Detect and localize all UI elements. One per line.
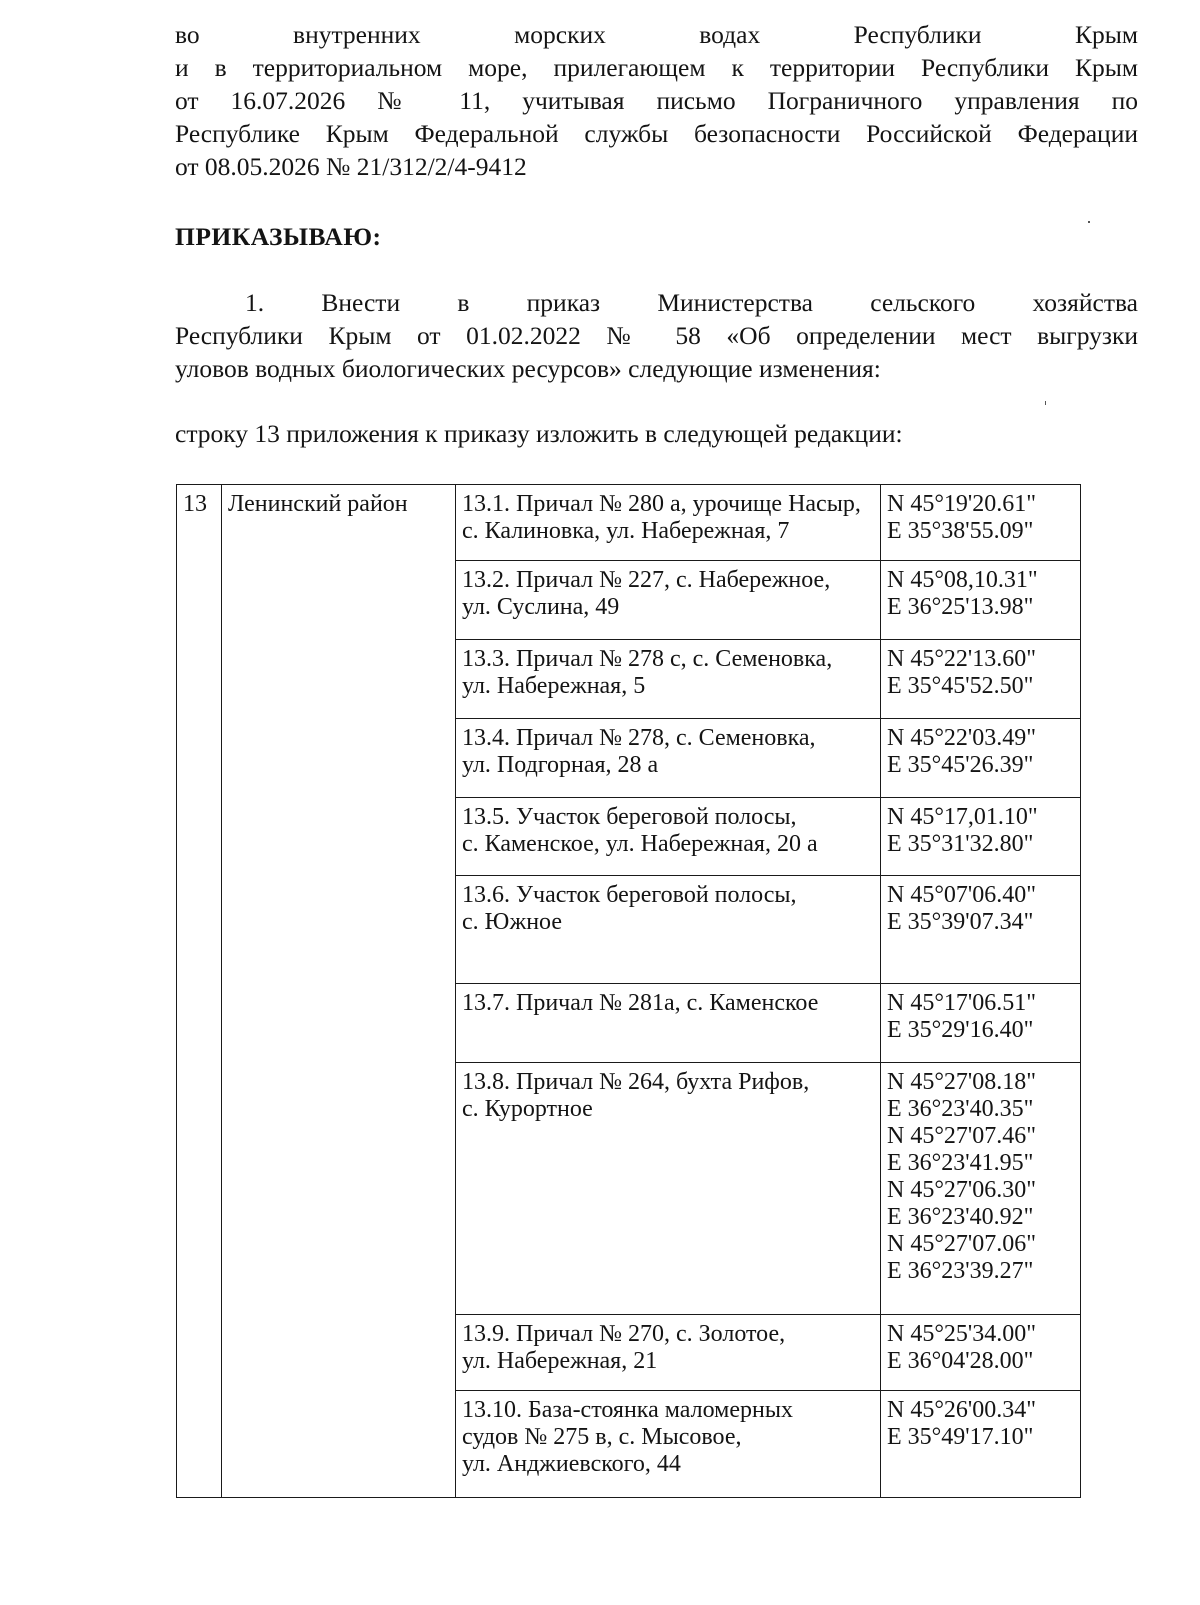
place-line: 13.6. Участок береговой полосы,	[462, 882, 797, 908]
coord-line: E 36°23'40.35"	[887, 1096, 1034, 1122]
place-line: ул. Подгорная, 28 а	[462, 752, 659, 778]
district-cell: Ленинский район	[222, 485, 456, 1498]
place-line: 13.9. Причал № 270, с. Золотое,	[462, 1321, 786, 1347]
row-number-cell: 13	[177, 485, 222, 1498]
order-heading: ПРИКАЗЫВАЮ:	[175, 222, 382, 251]
coord-line: E 35°38'55.09"	[887, 518, 1034, 544]
place-line: с. Курортное	[462, 1096, 593, 1122]
place-cell	[456, 719, 881, 798]
place-cell	[456, 1315, 881, 1391]
coord-line: N 45°27'08.18"	[887, 1069, 1037, 1095]
coords-cell	[881, 485, 1081, 561]
place-line: 13.10. База-стоянка маломерных	[462, 1397, 793, 1423]
place-cell	[456, 798, 881, 876]
place-line: ул. Набережная, 5	[462, 673, 646, 699]
point1-line-2: Республики Крым от 01.02.2022 № 58 «Об определении мест выгрузки	[175, 321, 1138, 350]
coord-line: N 45°08,10.31"	[887, 567, 1038, 593]
coord-line: N 45°27'07.06"	[887, 1231, 1037, 1257]
place-line: 13.4. Причал № 278, с. Семеновка,	[462, 725, 816, 751]
place-cell	[456, 1063, 881, 1315]
place-line: 13.8. Причал № 264, бухта Рифов,	[462, 1069, 810, 1095]
place-cell	[456, 1391, 881, 1498]
place-cell	[456, 561, 881, 640]
coord-line: E 36°23'41.95"	[887, 1150, 1034, 1176]
landing-places-table	[176, 484, 1081, 1498]
place-cell	[456, 640, 881, 719]
place-line: 13.3. Причал № 278 с, с. Семеновка,	[462, 646, 833, 672]
scan-speck	[1045, 401, 1046, 405]
intro-line-3: от 16.07.2026 № 11, учитывая письмо Пограничного управления по	[175, 86, 1138, 115]
coord-line: N 45°22'03.49"	[887, 725, 1037, 751]
place-cell	[456, 485, 881, 561]
coord-line: E 35°39'07.34"	[887, 909, 1034, 935]
coord-line: N 45°26'00.34"	[887, 1397, 1037, 1423]
coords-cell	[881, 1063, 1081, 1315]
coord-line: N 45°27'06.30"	[887, 1177, 1037, 1203]
coord-line: E 35°45'52.50"	[887, 673, 1034, 699]
place-line: с. Каменское, ул. Набережная, 20 а	[462, 831, 818, 857]
coord-line: E 35°45'26.39"	[887, 752, 1034, 778]
coord-line: N 45°07'06.40"	[887, 882, 1037, 908]
coord-line: E 36°23'39.27"	[887, 1258, 1034, 1284]
coord-line: E 36°25'13.98"	[887, 594, 1034, 620]
coords-cell	[881, 876, 1081, 984]
coord-line: E 36°23'40.92"	[887, 1204, 1034, 1230]
coords-cell	[881, 1315, 1081, 1391]
place-line: с. Калиновка, ул. Набережная, 7	[462, 518, 790, 544]
place-line: ул. Анджиевского, 44	[462, 1451, 681, 1477]
place-line: ул. Суслина, 49	[462, 594, 620, 620]
coord-line: E 35°49'17.10"	[887, 1424, 1034, 1450]
coord-line: N 45°17,01.10"	[887, 804, 1038, 830]
coords-cell	[881, 798, 1081, 876]
coords-cell	[881, 719, 1081, 798]
coord-line: E 35°31'32.80"	[887, 831, 1034, 857]
coords-cell	[881, 561, 1081, 640]
coord-line: N 45°27'07.46"	[887, 1123, 1037, 1149]
coord-line: N 45°25'34.00"	[887, 1321, 1037, 1347]
coord-line: N 45°22'13.60"	[887, 646, 1037, 672]
place-cell	[456, 876, 881, 984]
intro-line-1: во внутренних морских водах Республики Крым	[175, 20, 1138, 49]
coord-line: E 36°04'28.00"	[887, 1348, 1034, 1374]
coord-line: N 45°17'06.51"	[887, 990, 1037, 1016]
coords-cell	[881, 640, 1081, 719]
place-cell	[456, 984, 881, 1063]
intro-line-5: от 08.05.2026 № 21/312/2/4-9412	[175, 152, 527, 181]
table-row	[177, 485, 1081, 561]
place-line: ул. Набережная, 21	[462, 1348, 658, 1374]
coords-cell	[881, 1391, 1081, 1498]
instruction-text: строку 13 приложения к приказу изложить в следующей редакции:	[175, 419, 903, 448]
place-line: с. Южное	[462, 909, 562, 935]
coords-cell	[881, 984, 1081, 1063]
place-line: 13.5. Участок береговой полосы,	[462, 804, 797, 830]
place-line: 13.1. Причал № 280 а, урочище Насыр,	[462, 491, 861, 517]
place-line: 13.2. Причал № 227, с. Набережное,	[462, 567, 831, 593]
scan-speck	[1088, 221, 1090, 223]
place-line: судов № 275 в, с. Мысовое,	[462, 1424, 742, 1450]
intro-line-4: Республике Крым Федеральной службы безопасности Российской Федерации	[175, 119, 1138, 148]
place-line: 13.7. Причал № 281а, с. Каменское	[462, 990, 819, 1016]
intro-line-2: и в территориальном море, прилегающем к территории Республики Крым	[175, 53, 1138, 82]
point1-line-3: уловов водных биологических ресурсов» следующие изменения:	[175, 354, 881, 383]
point1-line-1: 1. Внести в приказ Министерства сельского хозяйства	[245, 288, 1138, 317]
coord-line: N 45°19'20.61"	[887, 491, 1037, 517]
coord-line: E 35°29'16.40"	[887, 1017, 1034, 1043]
